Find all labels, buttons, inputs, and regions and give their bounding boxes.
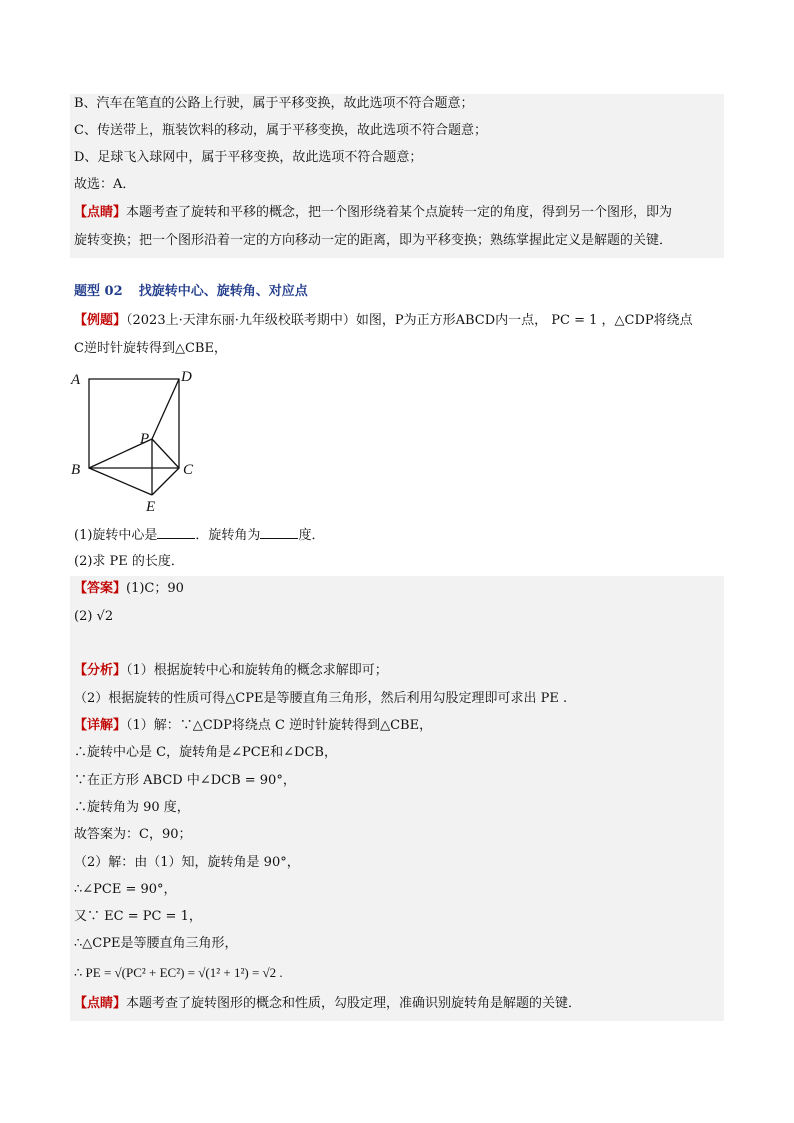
comment-tag: 【点睛】	[74, 996, 127, 1011]
prev-option-c: C、传送带上，瓶装饮料的移动，属于平移变换，故此选项不符合题意；	[74, 123, 487, 138]
detail-text-1: （1）解：∵△CDP将绕点 C 逆时针旋转得到△CBE，	[126, 718, 433, 733]
example-line-2: C逆时针旋转得到△CBE，	[74, 341, 227, 356]
answer-tag: 【答案】	[74, 581, 127, 596]
detail-line-1	[74, 716, 432, 736]
segment-dp	[152, 379, 179, 439]
square-abcd	[89, 379, 179, 468]
analysis-line-2: （2）根据旋转的性质可得△CPE是等腰直角三角形，然后利用勾股定理即可求出 PE .	[74, 691, 568, 706]
label-a: A	[71, 372, 81, 388]
analysis-line-1	[74, 661, 388, 681]
section-heading	[74, 282, 308, 302]
analysis-tag: 【分析】	[74, 663, 127, 678]
comment-text: 本题考查了旋转图形的概念和性质，勾股定理，准确识别旋转角是解题的关键．	[126, 996, 582, 1011]
detail-line-5: 故答案为：C，90；	[74, 827, 192, 842]
prev-review-line-2: 旋转变换；把一个图形沿着一定的方向移动一定的距离，即为平移变换；熟练掌握此定义是解题的关键．	[74, 233, 673, 248]
q1-part-a: (1)旋转中心是	[74, 528, 158, 543]
detail-line-3: ∵在正方形 ABCD 中∠DCB = 90°，	[74, 773, 296, 788]
prev-option-d: D、足球飞入球网中，属于平移变换，故此选项不符合题意；	[74, 150, 423, 165]
label-b: B	[71, 462, 81, 478]
answer-line-2: (2) √2	[74, 609, 114, 624]
example-tag: 【例题】	[74, 313, 127, 328]
prev-choice: 故选：A．	[74, 177, 136, 192]
detail-line-9: ∴△CPE是等腰直角三角形，	[74, 936, 238, 951]
answer-line-1	[74, 579, 184, 599]
label-p: P	[140, 431, 150, 447]
prev-option-b: B、汽车在笔直的公路上行驶，属于平移变换，故此选项不符合题意；	[74, 96, 474, 111]
answer-part-1: (1)C；90	[126, 581, 184, 596]
segment-be	[89, 468, 152, 495]
detail-line-4: ∴旋转角为 90 度，	[74, 800, 190, 815]
prev-review-line-1	[74, 203, 672, 223]
analysis-text-1: （1）根据旋转中心和旋转角的概念求解即可；	[126, 663, 388, 678]
detail-line-7: ∴∠PCE = 90°，	[74, 882, 177, 897]
label-c: C	[183, 462, 194, 478]
label-d: D	[181, 369, 192, 385]
detail-tag: 【详解】	[74, 718, 127, 733]
detail-line-6: （2）解：由（1）知，旋转角是 90°，	[74, 855, 300, 870]
section-tag: 题型 02	[74, 284, 123, 299]
section-title: 找旋转中心、旋转角、对应点	[138, 284, 308, 299]
prev-review-tag: 【点睛】	[74, 205, 127, 220]
segment-pc	[152, 439, 179, 468]
example-line-1	[74, 311, 693, 331]
example-text-1: （2023上·天津东丽·九年级校联考期中）如图，P为正方形ABCD内一点， PC = 1 ，△CDP将绕点	[126, 313, 693, 328]
segment-ce	[152, 468, 179, 495]
detail-line-8: 又∵ EC = PC = 1，	[74, 909, 202, 924]
answer-blank-1	[157, 524, 195, 539]
detail-line-10: ∴ PE = √(PC² + EC²) = √(1² + 1²) = √2 .	[74, 965, 283, 980]
label-e: E	[146, 499, 156, 514]
q1-part-b: ．旋转角为	[195, 528, 261, 543]
rotation-figure	[66, 364, 206, 514]
question-2: (2)求 PE 的长度．	[74, 554, 184, 569]
question-1	[74, 524, 324, 544]
q1-part-c: 度．	[298, 528, 325, 543]
comment-line	[74, 994, 581, 1014]
detail-line-2: ∴旋转中心是 C，旋转角是∠PCE和∠DCB，	[74, 745, 337, 760]
prev-review-text-1: 本题考查了旋转和平移的概念，把一个图形绕着某个点旋转一定的角度，得到另一个图形，即为	[126, 205, 673, 220]
answer-blank-2	[260, 524, 298, 539]
